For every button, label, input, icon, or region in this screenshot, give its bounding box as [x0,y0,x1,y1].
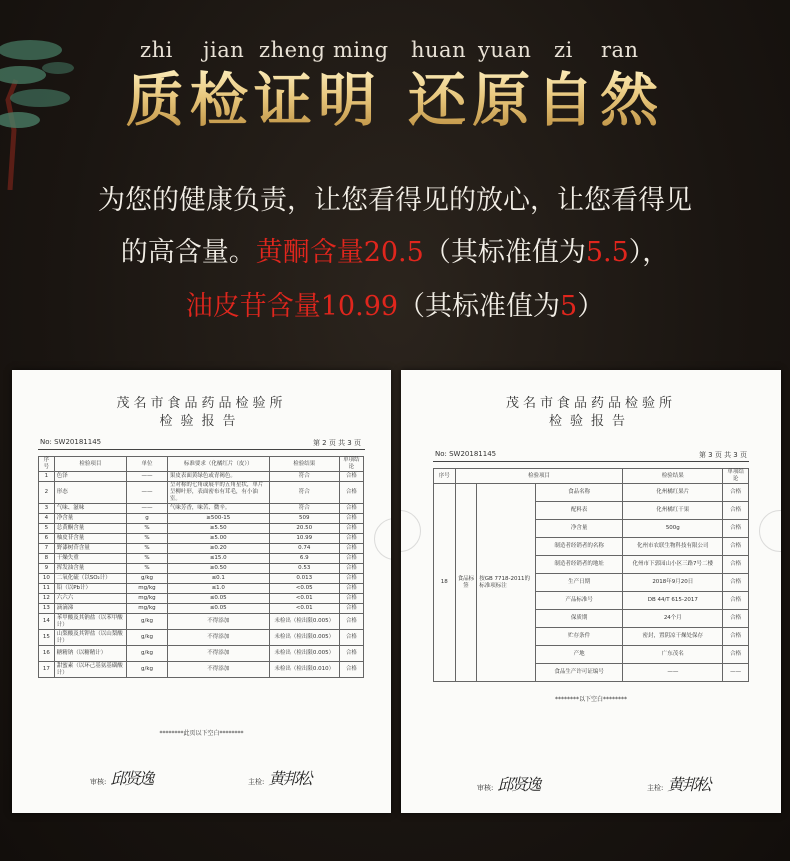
table-cell: —— [127,472,168,482]
table-cell: 4 [39,514,55,524]
reviewer-signature [90,766,152,789]
table-cell: 合格 [339,630,363,646]
table-header: 检验结果 [623,469,723,484]
table-cell: ≤0.05 [167,604,269,614]
table-cell: g/kg [127,630,168,646]
table-cell: 二氧化硫（以SO₂计） [54,574,126,584]
report-title: 检验报告 [159,414,244,429]
description-line-3 [0,284,790,323]
table-cell: mg/kg [127,584,168,594]
description-line-2 [0,230,790,269]
table-cell: 柚皮苷含量 [54,534,126,544]
table-row [39,514,364,524]
description-line-1: 为您的健康负责，让您看得见的放心，让您看得见 [98,185,692,216]
table-cell: g/kg [127,662,168,678]
table-cell: 合格 [339,646,363,662]
end-of-page-note: ********以下空白******** [554,696,627,703]
table-cell: 合格 [339,514,363,524]
table-cell: 合格 [723,484,749,502]
desc-text: 的高含量。 [120,237,256,268]
table-cell: 食品生产许可证编号 [535,664,623,682]
table-cell: % [127,564,168,574]
table-cell: 广东茂名 [623,646,723,664]
table-cell: 化州橘红干果 [623,502,723,520]
end-of-page-note: ********此页以下空白******** [159,730,244,737]
table-row [39,472,364,482]
table-row [39,544,364,554]
table-cell: 符合 [269,504,339,514]
table-cell: ≥500-15 [167,514,269,524]
table-cell: 合格 [339,534,363,544]
table-row [39,564,364,574]
report-organization: 茂名市食品药品检验所 [116,396,287,411]
approver-name: 黄邦松 [667,775,710,794]
table-cell: 11 [39,584,55,594]
table-cell: ≤1.0 [167,584,269,594]
table-cell: ≥0.50 [167,564,269,574]
table-cell: 糖精钠（以糖精计） [54,646,126,662]
reviewer-signature [477,772,539,795]
table-cell: 产地 [535,646,623,664]
table-header: 单项结论 [339,457,363,472]
table-cell: 气味芳香，味苦、微辛。 [167,504,269,514]
inspection-table [38,456,364,678]
table-cell: 合格 [723,628,749,646]
table-cell: 合格 [723,610,749,628]
report-page: 第 3 页 共 3 页 [698,451,747,459]
table-cell: 合格 [339,554,363,564]
table-row [39,574,364,584]
table-cell: 化州市下郭园山小区三路7号二楼 [623,556,723,574]
table-cell: 509 [269,514,339,524]
table-cell: <0.01 [269,604,339,614]
inspection-table [433,468,749,682]
table-row [39,584,364,594]
table-cell: 铅（以Pb计） [54,584,126,594]
table-header: 检验项目 [455,469,623,484]
table-cell: 净含量 [535,520,623,538]
table-cell: 合格 [339,504,363,514]
table-cell: 形态 [54,482,126,504]
seal-stamp-icon [374,518,391,560]
table-cell: 符合 [269,472,339,482]
item-name: 食品标签 [455,484,477,682]
table-cell: —— [623,664,723,682]
table-cell: % [127,554,168,564]
table-cell: 15 [39,630,55,646]
table-cell: 合格 [339,482,363,504]
table-cell: 保质期 [535,610,623,628]
table-cell: 5 [39,524,55,534]
table-cell: 甜蜜素（以环己基氨基磺酸计） [54,662,126,678]
table-cell: 14 [39,614,55,630]
table-cell: 合格 [723,574,749,592]
table-cell: 合格 [339,544,363,554]
table-row [39,482,364,504]
table-cell: 总黄酮含量 [54,524,126,534]
table-cell: 合格 [339,594,363,604]
table-cell: 合格 [339,472,363,482]
table-cell: 合格 [339,604,363,614]
table-row [39,534,364,544]
table-cell: 贮存条件 [535,628,623,646]
table-cell: 山梨酸及其钾盐（以山梨酸计） [54,630,126,646]
table-cell: 9 [39,564,55,574]
table-cell: 化州橘红果片 [623,484,723,502]
pinyin-ming: ming [333,38,389,62]
table-cell: g/kg [127,646,168,662]
table-header: 单项结论 [723,469,749,484]
table-row [434,484,749,502]
table-cell: 制造者经销者的地址 [535,556,623,574]
inspection-report-page-2 [12,370,391,813]
table-row [39,646,364,662]
table-row [39,604,364,614]
table-cell: —— [127,504,168,514]
table-cell: 3 [39,504,55,514]
table-cell: 合格 [339,524,363,534]
table-cell: 0.53 [269,564,339,574]
table-row [39,524,364,534]
approver-label: 主检: [647,784,664,792]
table-cell: 20.50 [269,524,339,534]
table-cell: 生产日期 [535,574,623,592]
naringin-standard: 5 [560,291,578,322]
table-cell: 苯甲酸及其钠盐（以苯甲酸计） [54,614,126,630]
main-title: 质检证明 还原自然 [0,64,790,136]
table-cell: % [127,524,168,534]
pinyin-huan: huan [411,38,467,62]
table-cell: 呈对称的七角或展平的五角星状，单片呈柳叶形，表面密布有茸毛，有小油室。 [167,482,269,504]
table-cell: % [127,534,168,544]
table-cell: 野漆树苷含量 [54,544,126,554]
table-cell: 净含量 [54,514,126,524]
pinyin-zheng: zheng [259,38,326,62]
table-cell: 10.99 [269,534,339,544]
table-cell: 7 [39,544,55,554]
flavone-standard: 5.5 [585,237,629,268]
approver-signature [248,766,310,789]
desc-text: ）， [628,237,670,268]
table-cell: 不得添加 [167,614,269,630]
table-cell: mg/kg [127,604,168,614]
table-cell: 果皮表面黄绿色或青褐色。 [167,472,269,482]
table-cell: 0.74 [269,544,339,554]
desc-text: ） [577,291,605,322]
table-cell: 合格 [723,538,749,556]
table-cell: 密封，置阴凉干燥处保存 [623,628,723,646]
table-cell: 色泽 [54,472,126,482]
table-cell: 6 [39,534,55,544]
table-header: 检验结果 [269,457,339,472]
table-header: 检验项目 [54,457,126,472]
table-cell: 符合 [269,482,339,504]
table-cell: 合格 [723,646,749,664]
table-cell: 17 [39,662,55,678]
table-cell: 合格 [339,584,363,594]
table-row [39,504,364,514]
table-cell: 500g [623,520,723,538]
table-cell: 化州市农联生物科技有限公司 [623,538,723,556]
reviewer-name: 邱贤逸 [110,769,153,788]
table-cell: 1 [39,472,55,482]
item-standard: 按GB 7718-2011的标准项标注 [477,484,536,682]
approver-label: 主检: [248,778,265,786]
table-cell: % [127,544,168,554]
report-page: 第 2 页 共 3 页 [312,439,361,447]
table-cell: 干燥失重 [54,554,126,564]
table-cell: 不得添加 [167,630,269,646]
table-cell: ≥0.20 [167,544,269,554]
table-cell: 气味、滋味 [54,504,126,514]
table-cell: ≤15.0 [167,554,269,564]
table-cell: 合格 [723,502,749,520]
table-cell: 食品名称 [535,484,623,502]
table-row [39,554,364,564]
table-cell: g/kg [127,614,168,630]
pinyin-zhi: zhi [140,38,173,62]
desc-text: （其标准值为 [423,237,586,268]
table-cell: ≤0.1 [167,574,269,584]
table-cell: g/kg [127,574,168,584]
table-cell: ≤0.05 [167,594,269,604]
table-row [39,630,364,646]
table-cell: 合格 [339,614,363,630]
table-cell: 未检出（检出限0.005） [269,646,339,662]
table-header: 序号 [434,469,456,484]
table-cell: <0.01 [269,594,339,604]
table-header: 序号 [39,457,55,472]
reviewer-label: 审核: [477,784,494,792]
table-cell: 6.9 [269,554,339,564]
approver-signature [647,772,709,795]
table-cell: ≥5.50 [167,524,269,534]
table-cell: 挥发油含量 [54,564,126,574]
divider [433,461,749,462]
table-cell: 合格 [723,592,749,610]
seal-stamp-icon [759,510,781,552]
table-row [39,594,364,604]
table-cell: 不得添加 [167,646,269,662]
reviewer-name: 邱贤逸 [497,775,540,794]
table-cell: ≥5.00 [167,534,269,544]
table-cell: —— [127,482,168,504]
table-cell: 8 [39,554,55,564]
pinyin-yuan: yuan [478,38,532,62]
item-number: 18 [434,484,456,682]
table-cell: DB 44/T 615-2017 [623,592,723,610]
table-cell: 2018年9月20日 [623,574,723,592]
table-cell: 12 [39,594,55,604]
table-cell: 合格 [339,662,363,678]
divider [38,449,365,450]
desc-text: （其标准值为 [398,291,561,322]
report-number: No: SW20181145 [435,450,497,458]
table-cell: 合格 [723,520,749,538]
table-cell: 产品标准号 [535,592,623,610]
table-cell: 制造者经销者的名称 [535,538,623,556]
table-cell: —— [723,664,749,682]
table-cell: 合格 [339,574,363,584]
table-cell: 2 [39,482,55,504]
reviewer-label: 审核: [90,778,107,786]
table-cell: 不得添加 [167,662,269,678]
approver-name: 黄邦松 [268,769,311,788]
pinyin-zi: zi [554,38,573,62]
table-cell: 合格 [723,556,749,574]
table-cell: 0.013 [269,574,339,584]
table-cell: 未检出（检出限0.005） [269,614,339,630]
report-organization: 茂名市食品药品检验所 [505,396,676,411]
table-header: 标准要求（化橘红片（皮）） [167,457,269,472]
table-cell: 16 [39,646,55,662]
pinyin-jian: jian [203,38,245,62]
table-cell: 10 [39,574,55,584]
table-cell: g [127,514,168,524]
pinyin-ran: ran [601,38,639,62]
report-number: No: SW20181145 [40,438,102,446]
table-cell: 配料表 [535,502,623,520]
naringin-content: 油皮苷含量10.99 [185,291,399,322]
table-cell: 13 [39,604,55,614]
inspection-report-page-3 [401,370,781,813]
table-cell: 未检出（检出限0.010） [269,662,339,678]
table-cell: 滴滴涕 [54,604,126,614]
flavone-content: 黄酮含量20.5 [255,237,424,268]
table-row [39,614,364,630]
seal-stamp-icon [401,510,421,552]
report-title: 检验报告 [548,414,633,429]
table-cell: <0.05 [269,584,339,594]
table-cell: mg/kg [127,594,168,604]
table-cell: 24个月 [623,610,723,628]
table-header: 单位 [127,457,168,472]
table-cell: 未检出（检出限0.005） [269,630,339,646]
table-cell: 六六六 [54,594,126,604]
table-row [39,662,364,678]
table-cell: 合格 [339,564,363,574]
